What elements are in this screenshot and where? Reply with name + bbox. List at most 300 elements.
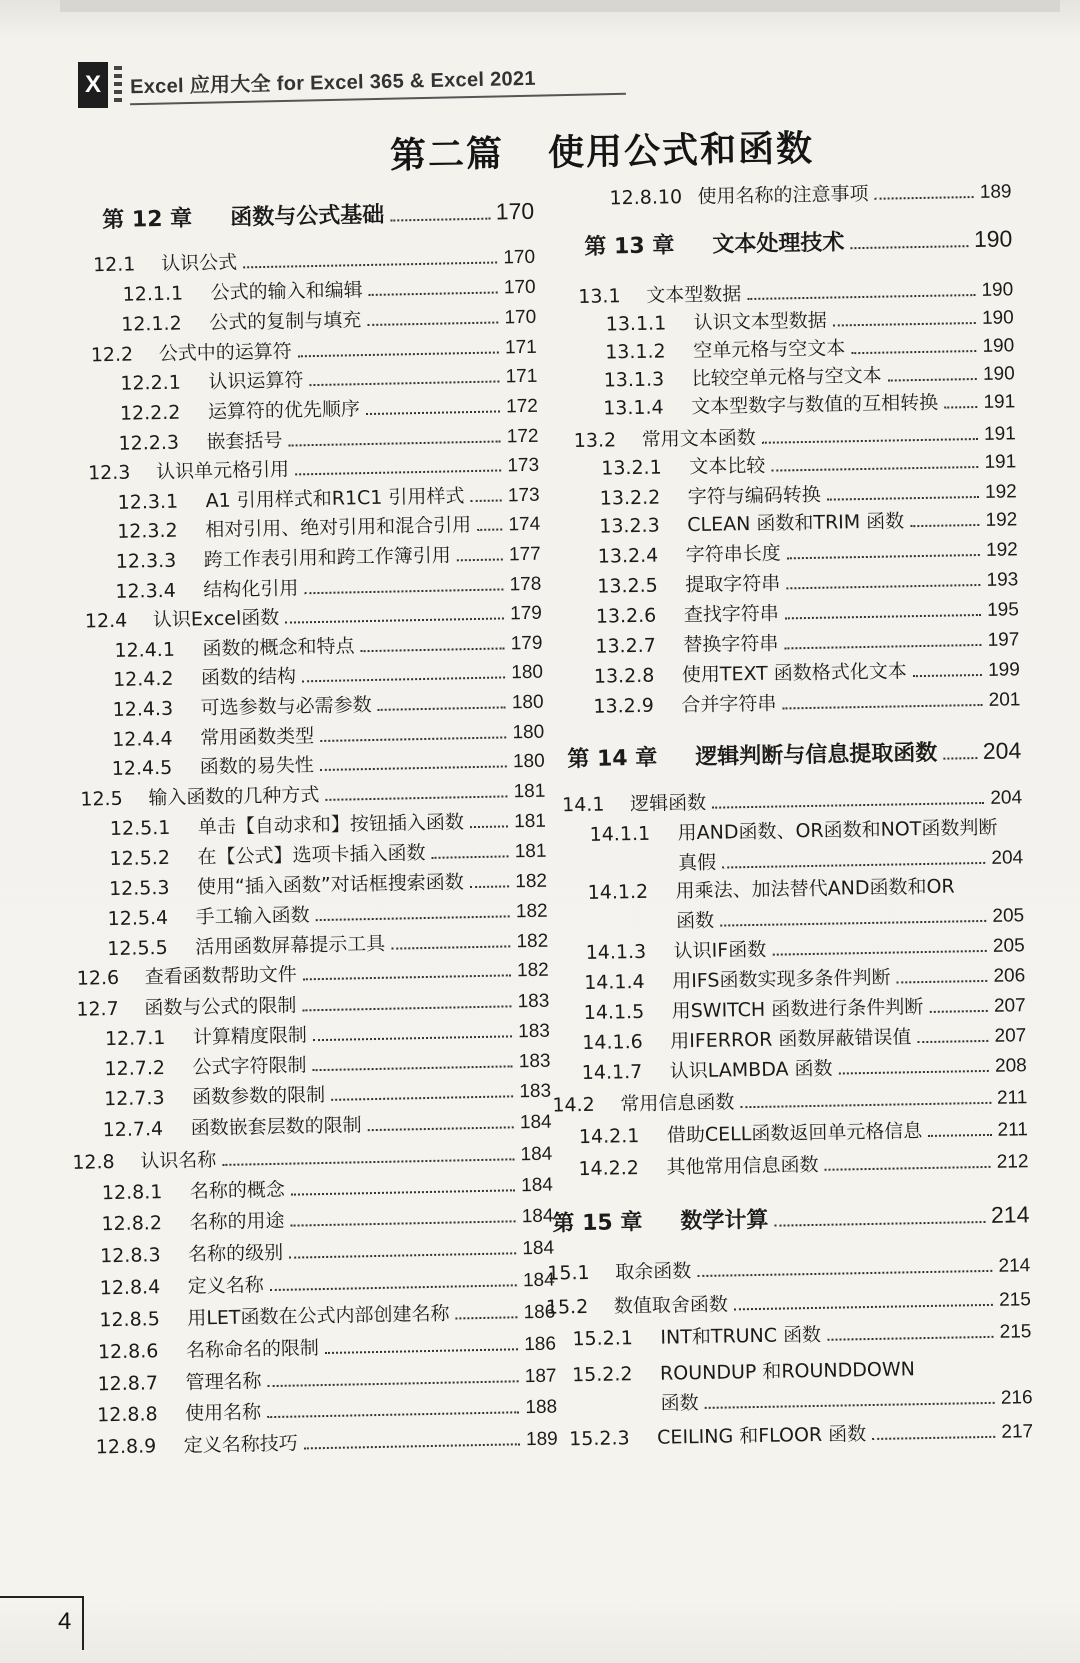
dot-leader <box>775 1221 986 1227</box>
toc-entry-title: 认识单元格引用 <box>155 458 290 484</box>
toc-entry-number: 12.7 <box>76 997 119 1021</box>
toc-entry-number: 15.2 <box>545 1295 589 1319</box>
toc-entry-title: CEILING 和FLOOR 函数 <box>657 1423 867 1449</box>
toc-entry-title: 使用名称的注意事项 <box>697 182 869 208</box>
toc-entry-title: 相对引用、绝对引用和混合引用 <box>205 514 472 542</box>
toc-entry-number: 14.1.6 <box>582 1030 643 1054</box>
toc-entry-title: INT和TRUNC 函数 <box>660 1323 822 1349</box>
toc-entry-number: 12.1.1 <box>122 282 184 306</box>
toc-entry-number: 12.7.1 <box>104 1027 166 1051</box>
toc-entry-title: CLEAN 函数和TRIM 函数 <box>687 510 905 537</box>
toc-entry-page: 193 <box>986 569 1019 591</box>
toc-subsection-entry[interactable] <box>589 812 1022 847</box>
toc-entry-title: 嵌套括号 <box>206 429 283 454</box>
toc-entry-title: 名称的用途 <box>189 1209 285 1234</box>
toc-entry-number: 13.2.9 <box>593 694 655 718</box>
toc-entry-page: 214 <box>998 1255 1031 1277</box>
toc-entry-number: 14.2 <box>552 1093 595 1117</box>
dot-leader <box>872 1436 995 1440</box>
toc-entry-title: 函数与公式基础 <box>229 202 385 231</box>
toc-entry-number: 12.2.1 <box>120 371 182 395</box>
toc-entry-number: 14.1.5 <box>583 1000 645 1024</box>
toc-subsection-entry[interactable] <box>585 930 1024 965</box>
toc-entry-number: 12.7.2 <box>104 1057 166 1081</box>
toc-entry-page: 180 <box>512 750 545 773</box>
toc-chapter-entry[interactable] <box>567 734 1021 773</box>
dot-leader <box>910 524 979 527</box>
toc-entry-page: 183 <box>519 1080 552 1103</box>
toc-entry-number: 12.4.4 <box>112 727 173 751</box>
toc-entry-page: 204 <box>990 787 1023 809</box>
toc-chapter-entry[interactable] <box>552 1198 1029 1237</box>
toc-entry-title: 公式的复制与填充 <box>209 309 362 335</box>
toc-entry-page: 182 <box>516 959 549 982</box>
toc-chapter-entry[interactable] <box>584 222 1012 260</box>
toc-entry-title: 公式中的运算符 <box>158 340 293 366</box>
dot-leader <box>772 950 987 956</box>
dot-leader <box>782 704 982 709</box>
toc-entry-title: 公式的输入和编辑 <box>210 279 363 305</box>
toc-entry-page: 184 <box>521 1205 554 1228</box>
dot-leader <box>875 196 974 200</box>
toc-entry-title: 文本处理技术 <box>712 230 845 258</box>
toc-entry-page: 190 <box>982 363 1015 385</box>
toc-subsection-entry[interactable] <box>584 990 1026 1025</box>
toc-entry-title: 用AND函数、OR函数和NOT函数判断 <box>677 816 998 845</box>
toc-entry-title: 名称的级别 <box>187 1241 284 1266</box>
toc-entry-number: 14.1.3 <box>585 940 647 964</box>
toc-entry-page: 192 <box>985 539 1018 561</box>
toc-entry-title: 字符与编码转换 <box>687 483 821 509</box>
toc-entry-page: 216 <box>1000 1387 1033 1409</box>
toc-entry-page: 207 <box>994 1025 1027 1047</box>
toc-entry-title: 其他常用信息函数 <box>666 1153 819 1179</box>
toc-entry-page: 211 <box>996 1087 1028 1109</box>
toc-entry-number: 13.2.8 <box>593 664 655 688</box>
toc-entry-page: 188 <box>525 1396 558 1419</box>
toc-entry-title: 用SWITCH 函数进行条件判断 <box>671 996 924 1023</box>
toc-entry-number: 12.4 <box>84 609 128 633</box>
dot-leader <box>734 1304 993 1311</box>
toc-entry-title: 认识运算符 <box>208 369 304 394</box>
toc-entry-title: 认识Excel函数 <box>152 606 280 632</box>
toc-entry-number: 13.2.4 <box>597 544 659 568</box>
toc-entry-page: 184 <box>519 1111 552 1134</box>
toc-entry-number: 14.1.1 <box>589 822 651 846</box>
toc-entry-page: 180 <box>512 721 545 744</box>
toc-subsection-entry[interactable] <box>593 684 1020 718</box>
toc-entry-title: 结构化引用 <box>203 577 299 602</box>
toc-entry-number: 12.5.4 <box>107 906 169 931</box>
toc-entry-page: 204 <box>982 737 1022 764</box>
toc-entry-page: 212 <box>996 1151 1029 1173</box>
dot-leader <box>827 496 979 501</box>
toc-subsection-entry[interactable] <box>587 870 1023 905</box>
toc-entry-page: 211 <box>997 1119 1029 1141</box>
toc-entry-title: 查看函数帮助文件 <box>144 963 297 989</box>
toc-entry-title: 函数的概念和特点 <box>202 635 355 661</box>
excel-logo-icon: X <box>78 62 108 108</box>
toc-entry-page: 191 <box>983 423 1016 445</box>
toc-entry-number: 15.2.2 <box>571 1363 633 1387</box>
toc-entry-page: 178 <box>509 573 542 596</box>
toc-entry-number: 12.4.3 <box>112 697 174 721</box>
dot-leader <box>771 466 978 472</box>
toc-entry-page: 171 <box>505 365 538 388</box>
toc-entry-number: 15.2.1 <box>572 1327 634 1351</box>
dot-leader <box>944 406 977 409</box>
toc-entry-title: 名称的概念 <box>189 1178 286 1203</box>
dot-leader <box>897 980 988 984</box>
toc-entry-page: 180 <box>511 691 544 714</box>
toc-entry-number: 12.8.10 <box>609 186 683 210</box>
toc-entry-page: 172 <box>506 425 539 448</box>
toc-entry-title: 逻辑函数 <box>629 791 707 816</box>
toc-entry-number: 12.8.4 <box>99 1276 161 1300</box>
toc-entry-title: 用IFERROR 函数屏蔽错误值 <box>670 1026 912 1053</box>
dot-leader <box>839 1070 990 1075</box>
toc-entry-title: 管理名称 <box>185 1370 262 1394</box>
toc-entry-number: 12.8.9 <box>95 1435 157 1459</box>
page-number-frame <box>0 1596 84 1650</box>
toc-entry-page: 190 <box>981 279 1014 301</box>
toc-entry-number: 12.5.2 <box>109 846 171 871</box>
part-name: 使用公式和函数 <box>547 127 815 174</box>
toc-entry-title: 函数参数的限制 <box>191 1083 326 1109</box>
toc-entry-number: 12.4.5 <box>111 756 173 780</box>
toc-entry-number: 13.1.2 <box>605 340 666 364</box>
dot-leader <box>833 322 976 327</box>
toc-subsection-entry[interactable] <box>596 594 1019 628</box>
toc-entry-number: 12.8.6 <box>97 1340 159 1364</box>
toc-entry-title: 数学计算 <box>680 1207 769 1235</box>
toc-entry-page: 189 <box>525 1428 558 1451</box>
toc-entry-number: 第 15 章 <box>552 1209 643 1237</box>
toc-section-entry[interactable] <box>547 1250 1030 1285</box>
toc-entry-title: 可选参数与必需参数 <box>200 693 372 720</box>
toc-entry-page: 190 <box>981 307 1014 329</box>
toc-entry-number: 12.8.8 <box>96 1403 158 1427</box>
toc-entry-title: 替换字符串 <box>683 632 779 657</box>
toc-entry-title: 数值取舍函数 <box>613 1293 729 1318</box>
toc-entry-title: 计算精度限制 <box>192 1024 308 1049</box>
toc-entry-title: 提取字符串 <box>685 572 781 597</box>
toc-entry-page: 191 <box>983 391 1016 413</box>
toc-entry-page: 192 <box>985 509 1018 531</box>
toc-entry-page: 177 <box>508 543 541 566</box>
toc-entry-title: 文本型数字与数值的互相转换 <box>691 391 939 418</box>
toc-entry-number: 第 14 章 <box>567 745 658 773</box>
book-title: Excel 应用大全 for Excel 365 & Excel 2021 <box>129 67 537 99</box>
toc-entry-number: 13.2.3 <box>599 514 660 538</box>
toc-entry-title: 名称命名的限制 <box>185 1337 320 1362</box>
toc-entry-title: 空单元格与空文本 <box>693 337 846 362</box>
toc-entry-title: 认识公式 <box>160 251 238 275</box>
toc-entry-title-continued: 函数 <box>675 909 715 933</box>
toc-entry-number: 12.5.1 <box>109 816 171 841</box>
toc-entry-page: 190 <box>982 335 1015 357</box>
toc-entry-number: 12.8.7 <box>97 1372 159 1396</box>
toc-entry-number: 12.5.5 <box>107 936 168 961</box>
dot-leader <box>762 438 978 444</box>
dot-leader <box>825 1166 991 1171</box>
toc-entry-title: 函数的结构 <box>200 665 297 690</box>
toc-entry-title-continued: 真假 <box>677 851 717 875</box>
toc-entry-title: 认识IF函数 <box>673 938 767 963</box>
toc-entry-number: 14.1.7 <box>581 1060 643 1085</box>
toc-entry-page: 170 <box>504 306 537 329</box>
toc-entry-title: 常用信息函数 <box>620 1091 735 1116</box>
dot-leader <box>851 350 976 354</box>
toc-entry-page: 215 <box>998 1289 1032 1311</box>
toc-entry-page: 173 <box>507 484 540 507</box>
toc-entry-title: 手工输入函数 <box>195 904 310 929</box>
toc-entry-title: 常用函数类型 <box>199 725 315 750</box>
toc-entry-number: 12.4.2 <box>112 667 174 691</box>
toc-entry-page: 184 <box>520 1143 553 1166</box>
toc-entry-page: 208 <box>994 1055 1027 1077</box>
toc-entry-page: 184 <box>522 1269 555 1292</box>
toc-entry-title: 文本型数据 <box>646 283 742 307</box>
toc-entry-page: 180 <box>511 661 544 684</box>
toc-entry-continuation[interactable] <box>660 1382 1032 1415</box>
dot-leader <box>785 614 981 619</box>
toc-section-entry[interactable] <box>562 782 1022 817</box>
toc-entry-title: 输入函数的几种方式 <box>148 784 320 810</box>
toc-entry-title: 用乘法、加法替代AND函数和OR <box>675 875 955 903</box>
toc-entry-number: 14.1 <box>561 793 605 817</box>
toc-entry-page: 215 <box>999 1321 1032 1343</box>
toc-entry-number: 13.2.5 <box>597 574 658 598</box>
toc-entry-number: 12.3.2 <box>117 519 178 543</box>
dot-leader <box>917 1040 988 1043</box>
toc-entry-number: 12.2.2 <box>119 401 181 425</box>
toc-entry-title: 使用“插入函数”对话框搜索函数 <box>196 871 464 899</box>
toc-entry-number: 14.1.2 <box>587 880 649 904</box>
dot-leader <box>943 757 977 760</box>
toc-entry-number: 13.1.4 <box>603 396 664 420</box>
toc-entry-number: 12.6 <box>76 966 120 990</box>
toc-entry-number: 12.5 <box>80 787 123 811</box>
toc-entry-page: 191 <box>984 451 1017 473</box>
dot-leader <box>827 1336 994 1341</box>
toc-subsection-entry[interactable] <box>595 624 1019 658</box>
toc-entry-number: 13.2.6 <box>595 604 657 628</box>
toc-entry-number: 13.2.1 <box>601 456 662 480</box>
toc-entry-number: 12.8.1 <box>101 1181 163 1205</box>
toc-entry-title: 在【公式】选项卡插入函数 <box>197 841 426 869</box>
dot-leader <box>705 1402 995 1409</box>
toc-entry-title: 函数的易失性 <box>199 754 314 779</box>
dot-leader <box>929 1010 988 1013</box>
toc-entry-page: 170 <box>495 197 535 225</box>
toc-entry-page: 170 <box>503 246 536 269</box>
toc-entry-number: 14.2.2 <box>578 1157 640 1181</box>
toc-entry-title: 使用名称 <box>184 1401 262 1425</box>
toc-entry-number: 12.1.2 <box>121 312 182 336</box>
toc-entry-title: 逻辑判断与信息提取函数 <box>695 740 938 770</box>
toc-entry-page: 190 <box>973 225 1013 253</box>
toc-entry-title: 用LET函数在公式内部创建名称 <box>187 1302 450 1330</box>
toc-entry-title: 比较空单元格与空文本 <box>691 364 882 390</box>
toc-entry-page: 201 <box>988 689 1021 711</box>
toc-entry-number: 15.1 <box>547 1261 590 1285</box>
toc-subsection-entry[interactable] <box>572 1316 1031 1351</box>
toc-entry-number: 13.2.7 <box>595 634 656 658</box>
toc-entry-title: 公式字符限制 <box>192 1054 307 1079</box>
toc-entry-title: 跨工作表引用和跨工作簿引用 <box>203 544 451 572</box>
toc-entry-page: 187 <box>524 1365 557 1388</box>
toc-entry-page: 182 <box>515 900 548 923</box>
toc-entry-page: 183 <box>518 1050 551 1073</box>
toc-entry-number: 12.3.4 <box>115 579 177 603</box>
dot-leader <box>697 1270 992 1277</box>
toc-entry-page: 214 <box>990 1201 1030 1228</box>
toc-entry-page: 174 <box>508 513 541 536</box>
toc-entry-page: 189 <box>979 181 1012 203</box>
dot-leader <box>850 245 968 249</box>
toc-entry-title: 函数与公式的限制 <box>144 994 297 1020</box>
toc-entry-page: 179 <box>509 602 543 625</box>
dot-leader <box>722 862 985 869</box>
toc-entry-number: 12.8.3 <box>99 1244 161 1268</box>
toc-subsection-entry[interactable] <box>609 176 1011 210</box>
toc-entry-title: 查找字符串 <box>683 602 780 627</box>
toc-entry-title: ROUNDUP 和ROUNDDOWN <box>659 1358 916 1385</box>
toc-entry-page: 173 <box>507 454 540 477</box>
toc-entry-page: 205 <box>992 905 1025 927</box>
toc-entry-title: A1 引用样式和R1C1 引用样式 <box>205 485 465 513</box>
toc-subsection-entry[interactable] <box>603 386 1015 420</box>
toc-entry-title: 运算符的优先顺序 <box>207 398 361 424</box>
toc-entry-title: 常用文本函数 <box>641 426 756 451</box>
toc-entry-continuation[interactable] <box>676 900 1024 933</box>
dot-leader <box>888 378 977 382</box>
dot-leader <box>913 674 982 677</box>
toc-entry-number: 14.2.1 <box>578 1125 640 1149</box>
toc-entry-page: 179 <box>510 632 543 655</box>
toc-entry-number: 12.3.1 <box>117 490 179 514</box>
toc-entry-page: 186 <box>523 1301 556 1324</box>
toc-section-entry[interactable] <box>552 1082 1027 1117</box>
dot-leader <box>740 1102 991 1108</box>
toc-entry-number: 12.3 <box>87 461 131 485</box>
toc-entry-number: 12.1 <box>92 253 136 277</box>
toc-entry-page: 206 <box>993 965 1026 987</box>
toc-entry-title: 定义名称技巧 <box>183 1432 298 1457</box>
toc-entry-number: 12.8 <box>72 1151 115 1174</box>
toc-entry-number: 12.2.3 <box>118 431 180 455</box>
dot-leader <box>747 294 975 300</box>
toc-entry-number: 13.1.3 <box>603 368 665 392</box>
toc-entry-title: 合并字符串 <box>681 692 777 717</box>
toc-subsection-entry[interactable] <box>594 654 1020 688</box>
dot-leader <box>720 920 986 927</box>
toc-entry-title: 活用函数屏幕提示工具 <box>195 932 386 959</box>
toc-subsection-entry[interactable] <box>579 1114 1028 1149</box>
toc-entry-title: 认识名称 <box>140 1149 217 1173</box>
toc-subsection-entry[interactable] <box>598 534 1018 568</box>
part-label: 第二篇 <box>389 132 505 177</box>
toc-entry-title: 文本比较 <box>689 454 766 479</box>
toc-entry-number: 14.1.4 <box>584 970 645 994</box>
toc-subsection-entry[interactable] <box>597 564 1018 598</box>
toc-entry-page: 182 <box>516 930 549 953</box>
dot-leader <box>712 802 984 809</box>
toc-entry-title: 单击【自动求和】按钮插入函数 <box>197 811 465 839</box>
toc-entry-page: 192 <box>984 481 1017 503</box>
toc-entry-title: 字符串长度 <box>685 542 781 567</box>
toc-entry-number: 13.2.2 <box>599 486 661 510</box>
toc-entry-page: 195 <box>986 599 1019 621</box>
toc-entry-page: 170 <box>503 276 536 299</box>
dot-leader <box>928 1134 991 1137</box>
page-number: 4 <box>58 1608 72 1635</box>
toc-entry-page: 181 <box>513 810 547 833</box>
toc-entry-number: 12.7.3 <box>103 1087 165 1111</box>
toc-entry-number: 第 12 章 <box>102 206 193 234</box>
dot-leader <box>784 644 981 649</box>
toc-entry-number: 12.4.1 <box>114 638 176 662</box>
toc-entry-page: 181 <box>513 780 546 803</box>
toc-entry-page: 184 <box>520 1174 554 1197</box>
dot-leader <box>786 584 980 589</box>
toc-entry-number: 13.1.1 <box>605 312 667 336</box>
toc-entry-page: 186 <box>524 1333 557 1356</box>
toc-entry-page: 199 <box>987 659 1021 681</box>
toc-entry-page: 184 <box>522 1237 555 1260</box>
toc-entry-page: 172 <box>505 395 539 418</box>
toc-entry-title: 定义名称 <box>187 1274 264 1298</box>
toc-entry-title: 用IFS函数实现多条件判断 <box>672 966 891 993</box>
toc-subsection-entry[interactable] <box>569 1416 1033 1451</box>
toc-entry-number: 13.2 <box>573 429 617 453</box>
dot-leader <box>787 554 980 559</box>
toc-entry-number: 12.7.4 <box>102 1118 164 1142</box>
toc-subsection-entry[interactable] <box>578 1146 1028 1181</box>
toc-entry-number: 12.5.3 <box>108 876 170 901</box>
toc-subsection-entry[interactable] <box>584 960 1025 995</box>
toc-entry-page: 182 <box>515 870 548 893</box>
toc-entry-page: 217 <box>1001 1421 1034 1443</box>
toc-entry-page: 171 <box>504 336 537 359</box>
toc-entry-title: 使用TEXT 函数格式化文本 <box>681 660 907 687</box>
toc-entry-page: 205 <box>992 935 1025 957</box>
toc-entry-title: 取余函数 <box>615 1260 692 1284</box>
toc-subsection-entry[interactable] <box>572 1352 1032 1387</box>
toc-entry-title: 认识文本型数据 <box>693 309 827 334</box>
toc-entry-number: 12.2 <box>90 343 134 367</box>
toc-entry-title: 函数嵌套层数的限制 <box>190 1114 362 1140</box>
toc-entry-number: 第 13 章 <box>584 233 675 260</box>
toc-entry-title: 认识LAMBDA 函数 <box>669 1057 833 1083</box>
toc-subsection-entry[interactable] <box>582 1050 1027 1085</box>
toc-entry-page: 197 <box>987 629 1020 651</box>
toc-entry-page: 181 <box>514 840 547 863</box>
toc-entry-page: 204 <box>991 847 1024 869</box>
toc-section-entry[interactable] <box>546 1284 1031 1319</box>
toc-entry-page: 183 <box>517 1020 551 1043</box>
toc-entry-number: 12.8.2 <box>101 1212 163 1236</box>
toc-entry-title-continued: 函数 <box>660 1392 699 1415</box>
toc-entry-title: 借助CELL函数返回单元格信息 <box>666 1120 923 1147</box>
toc-entry-page: 183 <box>517 990 550 1013</box>
toc-entry-number: 12.3.3 <box>115 549 177 573</box>
toc-entry-number: 13.1 <box>578 285 621 308</box>
toc-entry-number: 12.8.5 <box>99 1308 161 1332</box>
toc-subsection-entry[interactable] <box>582 1020 1026 1055</box>
toc-entry-number: 15.2.3 <box>569 1427 630 1451</box>
